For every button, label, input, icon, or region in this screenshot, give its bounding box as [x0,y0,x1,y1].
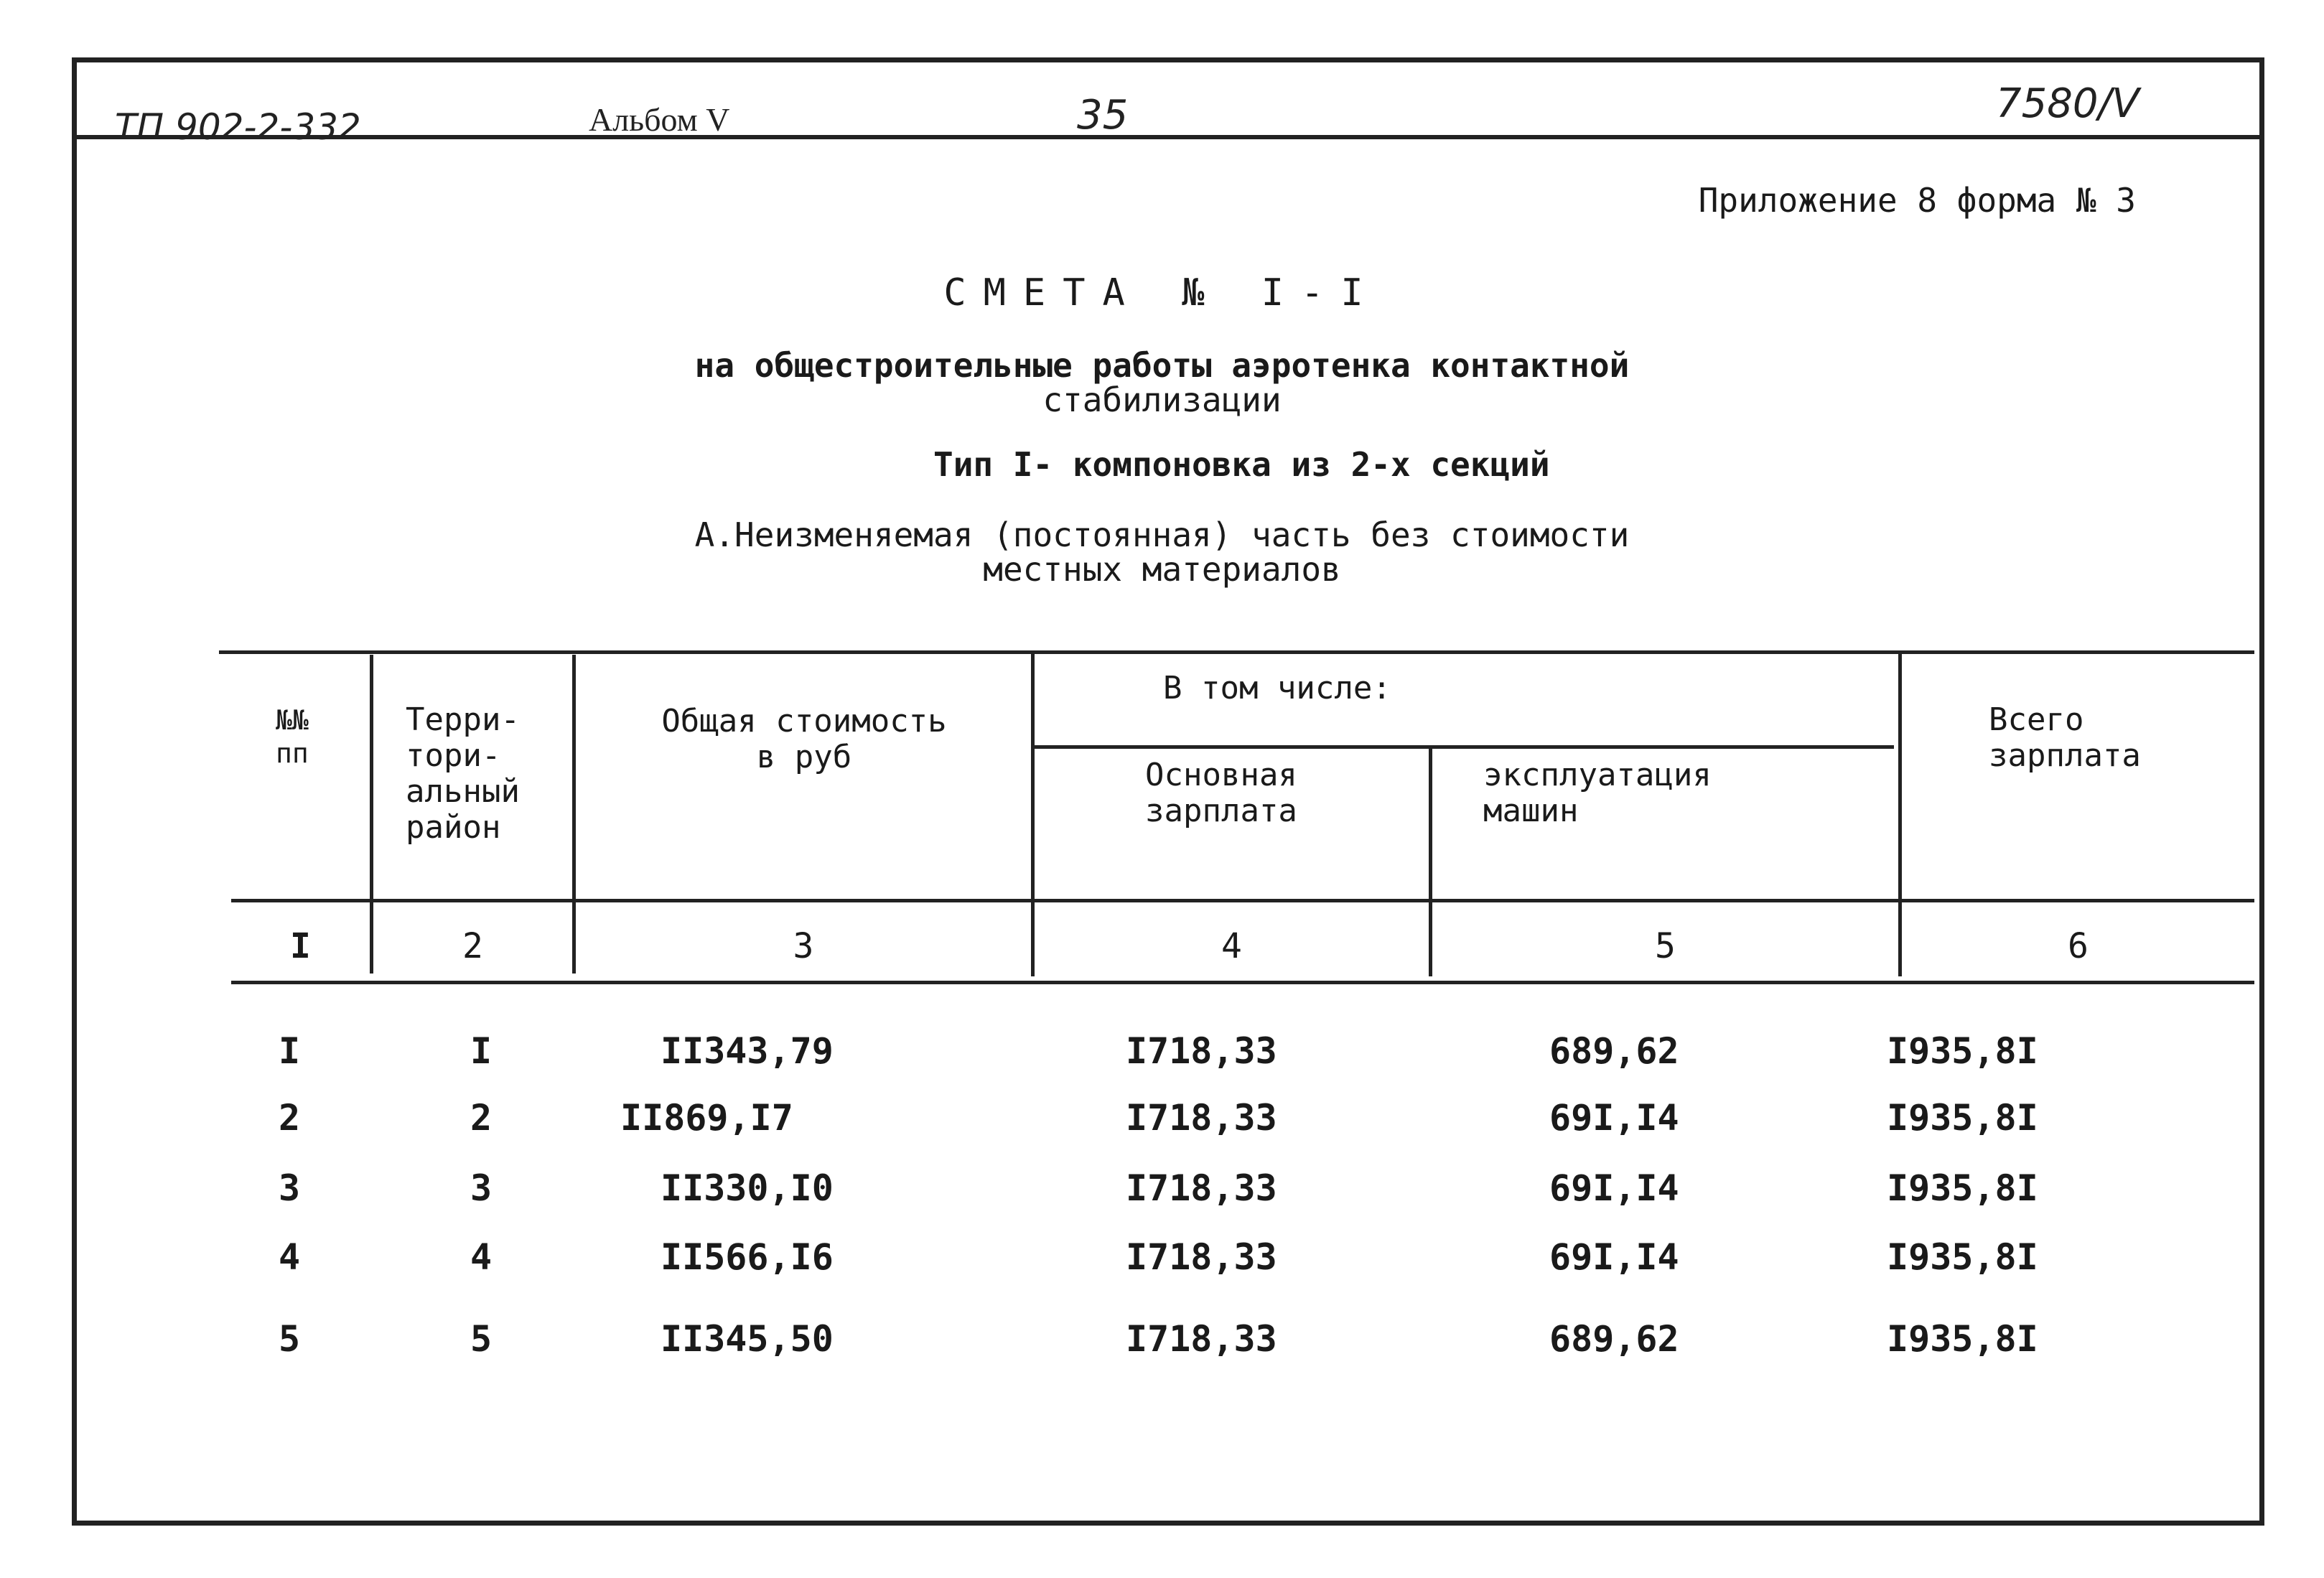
machine-operation: 69I,I4 [1549,1097,1679,1139]
header-machine-operation [1483,757,1712,829]
header-total-cost-line-2: в руб [756,739,852,775]
stamp-divider [72,135,2264,139]
header-region-line-2: тори- [406,737,501,774]
header-region-line-4: район [406,809,501,846]
total-salary: I935,8I [1887,1236,2038,1278]
region-code: 2 [470,1097,493,1139]
column-number-4: 4 [1221,926,1242,966]
column-number-5: 5 [1655,926,1676,966]
header-num-line-1: №№ [276,704,309,736]
column-number-1: I [290,926,311,966]
document-title: СМЕТА № I-I [943,271,1381,314]
base-salary: I718,33 [1126,1167,1277,1209]
header-total-salary [1989,702,2141,774]
row-number: 2 [279,1097,301,1139]
base-salary: I718,33 [1126,1030,1277,1072]
header-base-salary [1145,757,1297,829]
machine-operation: 69I,I4 [1549,1167,1679,1209]
total-cost: II566,I6 [661,1236,834,1278]
machine-operation: 689,62 [1549,1318,1679,1360]
column-number-rule [231,981,2254,984]
region-code: 3 [470,1167,493,1209]
part-description-line-1: А.Неизменяемая (постоянная) часть без стоимости [694,515,1630,554]
header-total-salary-line-1: Всего [1989,701,2084,738]
inventory-number: 7580/V [1996,80,2139,127]
table-top-rule [219,650,2254,654]
header-total-cost-line-1: Общая стоимость [661,703,947,739]
total-salary: I935,8I [1887,1318,2038,1360]
base-salary: I718,33 [1126,1318,1277,1360]
header-machine-operation-line-2: машин [1483,793,1579,829]
document-subtitle-line-1: на общестроительные работы аэротенка контактной [694,346,1630,385]
header-total-cost [582,704,1027,775]
base-salary: I718,33 [1126,1236,1277,1278]
region-code: 4 [470,1236,493,1278]
region-code: I [470,1030,493,1072]
page-number: 35 [1077,92,1129,139]
project-designation: ТП 902-2-332 [115,106,361,148]
row-number: I [279,1030,301,1072]
header-base-salary-line-1: Основная [1145,757,1297,793]
row-number: 4 [279,1236,301,1278]
appendix-label: Приложение 8 форма № 3 [1698,181,2136,220]
total-cost: II869,I7 [620,1097,793,1139]
region-code: 5 [470,1318,493,1360]
document-subtitle-line-2: стабилизации [1042,381,1282,419]
total-salary: I935,8I [1887,1167,2038,1209]
part-description-line-2: местных материалов [983,550,1341,589]
album-label: Альбом V [589,101,730,138]
total-salary: I935,8I [1887,1097,2038,1139]
header-including: В том числе: [1163,670,1391,706]
total-cost: II345,50 [661,1318,834,1360]
machine-operation: 69I,I4 [1549,1236,1679,1278]
header-num [276,704,309,770]
row-number: 5 [279,1318,301,1360]
header-region [406,702,520,846]
header-total-salary-line-2: зарплата [1989,737,2141,774]
header-base-salary-line-2: зарплата [1145,793,1297,829]
header-region-line-1: Терри- [406,701,520,738]
base-salary: I718,33 [1126,1097,1277,1139]
type-description: Тип I- компоновка из 2-х секций [933,445,1550,484]
column-number-6: 6 [2068,926,2089,966]
machine-operation: 689,62 [1549,1030,1679,1072]
total-salary: I935,8I [1887,1030,2038,1072]
row-number: 3 [279,1167,301,1209]
header-num-line-2: пп [276,737,309,769]
including-rule [1032,745,1894,749]
header-region-line-3: альный [406,773,520,810]
column-number-2: 2 [462,926,483,966]
header-bottom-rule [231,899,2254,902]
total-cost: II343,79 [661,1030,834,1072]
total-cost: II330,I0 [661,1167,834,1209]
header-machine-operation-line-1: эксплуатация [1483,757,1712,793]
column-number-3: 3 [793,926,814,966]
